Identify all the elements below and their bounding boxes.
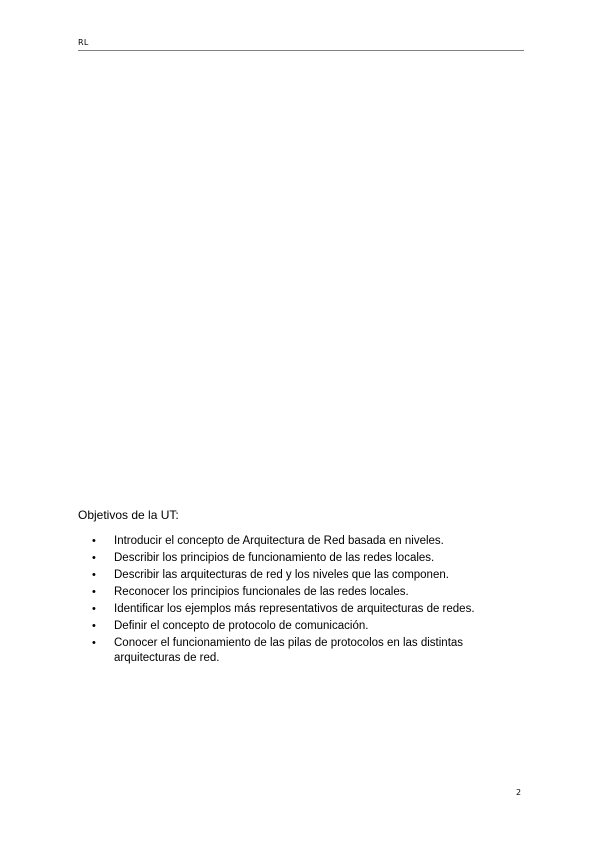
page-header bbox=[78, 38, 524, 51]
objective-item bbox=[78, 619, 528, 634]
bullet-icon: • bbox=[92, 620, 96, 632]
objective-item bbox=[78, 636, 528, 666]
objectives-section bbox=[78, 508, 528, 668]
bullet-icon: • bbox=[92, 535, 96, 547]
objective-item bbox=[78, 602, 528, 617]
objective-text: Describir las arquitecturas de red y los niveles que las componen. bbox=[114, 569, 449, 581]
page-number: 2 bbox=[516, 788, 522, 797]
bullet-icon: • bbox=[92, 603, 96, 615]
objectives-list bbox=[78, 534, 528, 666]
bullet-icon: • bbox=[92, 586, 96, 598]
objective-text: Describir los principios de funcionamiento de las redes locales. bbox=[114, 552, 435, 564]
objective-text: Introducir el concepto de Arquitectura de Red basada en niveles. bbox=[114, 535, 444, 547]
objective-item bbox=[78, 534, 528, 549]
objectives-title: Objetivos de la UT: bbox=[78, 508, 179, 522]
objective-text: Definir el concepto de protocolo de comunicación. bbox=[114, 620, 369, 632]
objective-item bbox=[78, 568, 528, 583]
bullet-icon: • bbox=[92, 637, 96, 649]
objective-text: Reconocer los principios funcionales de las redes locales. bbox=[114, 586, 409, 598]
objective-text: Identificar los ejemplos más representativos de arquitecturas de redes. bbox=[114, 603, 475, 615]
objective-item bbox=[78, 585, 528, 600]
bullet-icon: • bbox=[92, 569, 96, 581]
objective-text: Conocer el funcionamiento de las pilas de protocolos en las distintas arquitecturas de red. bbox=[114, 637, 464, 664]
header-label: RL bbox=[78, 38, 89, 47]
objective-item bbox=[78, 551, 528, 566]
bullet-icon: • bbox=[92, 552, 96, 564]
